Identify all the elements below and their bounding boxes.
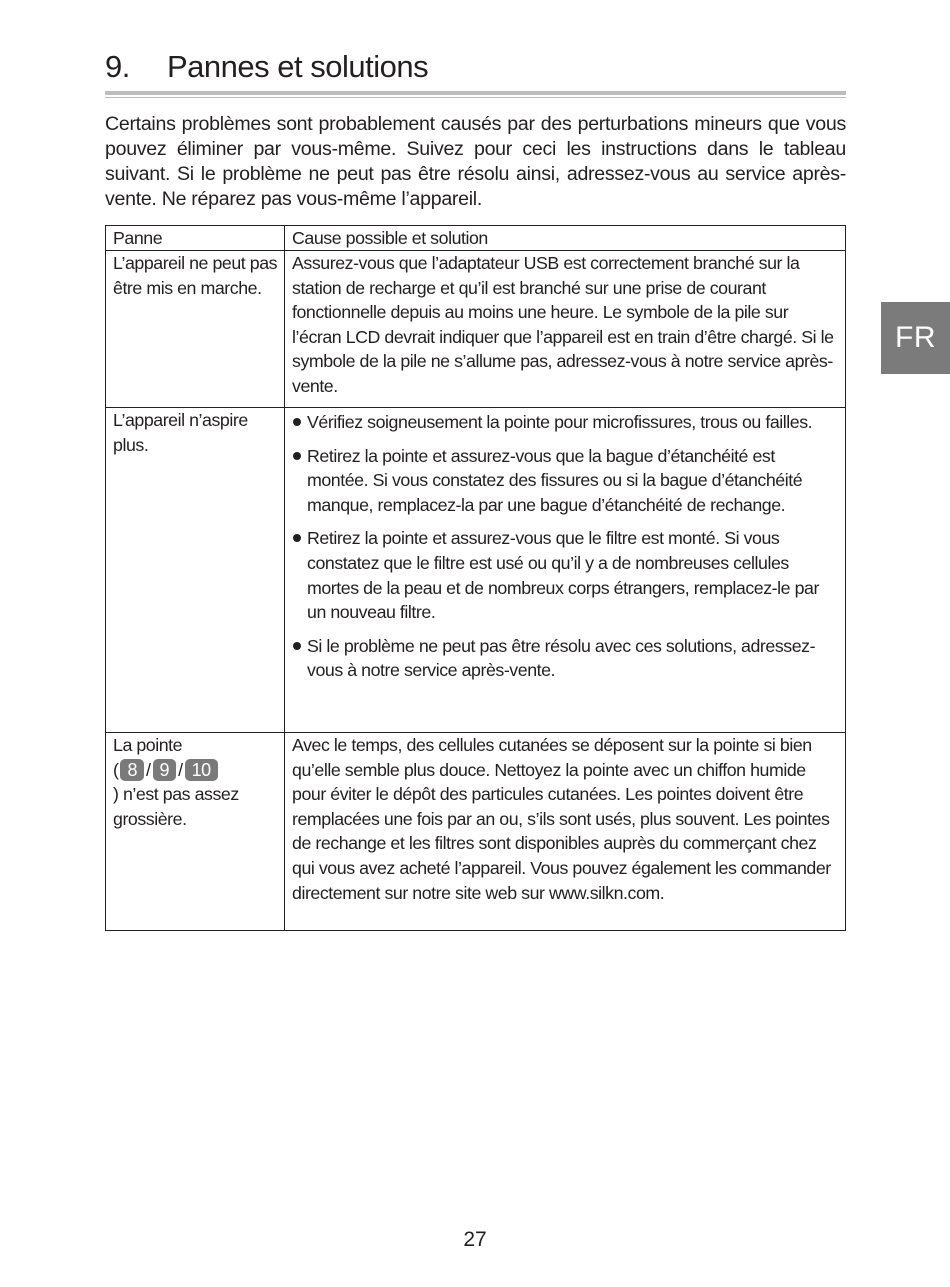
bullet-item: Si le problème ne peut pas être résolu avec ces solutions, adressez-vous à notre service après-vente.	[292, 634, 839, 683]
bullet-item: Retirez la pointe et assurez-vous que le filtre est monté. Si vous constatez que le filtre est usé ou qu’il y a de nombreuses cellules mortes de la peau et de nombreux corps étrangers, remplacez-le par un nouveau filtre.	[292, 526, 839, 624]
fault-prefix: La pointe	[113, 735, 183, 755]
heading-rule-thick	[105, 91, 846, 95]
solution-cell: Assurez-vous que l’adaptateur USB est correctement branché sur la station de recharge et qu’il est branché sur une prise de courant fonctionnelle depuis au moins une heure. Le symbole de la pile sur l’écran LCD devrait indiquer que l’appareil est en train d’être chargé. Si le symbole de la pile ne s’allume pas, adressez-vous à notre service après-vente.	[285, 251, 846, 408]
solution-cell: Avec le temps, des cellules cutanées se déposent sur la pointe si bien qu’elle semble plus douce. Nettoyez la pointe avec un chiffon humide pour éviter le dépôt des particules cutanées. Les pointes doivent être remplacées une fois par an ou, s’ils sont usés, plus souvent. Les pointes de rechange et les filtres sont disponibles auprès du commerçant chez qui vous avez acheté l’appareil. Vous pouvez également les commander directement sur notre site web sur www.silkn.com.	[285, 733, 846, 931]
solution-bullet-list	[292, 410, 839, 683]
section-title: Pannes et solutions	[167, 49, 429, 84]
solution-cell	[285, 408, 846, 733]
language-tab: FR	[881, 302, 950, 374]
table-row	[106, 733, 846, 931]
bullet-item: Retirez la pointe et assurez-vous que la bague d’étanchéité est montée. Si vous constatez des fissures ou si la bague d’étanchéité manque, remplacez-la par une bague d’étanchéité de rechange.	[292, 444, 839, 518]
badge-separator: /	[146, 759, 151, 780]
fault-cell: L’appareil n’aspire plus.	[106, 408, 285, 733]
table-row	[106, 251, 846, 408]
fault-suffix: ) n’est pas assez grossière.	[113, 784, 239, 829]
tip-reference	[113, 758, 278, 783]
troubleshooting-table	[105, 225, 846, 931]
section-heading	[105, 46, 846, 88]
table-row	[106, 408, 846, 733]
intro-paragraph: Certains problèmes sont probablement causés par des perturbations mineurs que vous pouvez éliminer par vous-même. Suivez pour ceci les instructions dans le tableau suivant. Si le problème ne peut pas être résolu ainsi, adressez-vous au service après-vente. Ne réparez pas vous-même l’appareil.	[105, 113, 846, 210]
tip-badge-8: 8	[120, 759, 144, 781]
header-solution: Cause possible et solution	[285, 226, 846, 251]
tip-badge-9: 9	[153, 759, 177, 781]
bullet-item: Vérifiez soigneusement la pointe pour microfissures, trous ou failles.	[292, 410, 839, 435]
fault-cell: L’appareil ne peut pas être mis en marche.	[106, 251, 285, 408]
section-number: 9.	[105, 49, 130, 84]
tip-badge-10: 10	[185, 759, 218, 781]
header-fault: Panne	[106, 226, 285, 251]
fault-cell	[106, 733, 285, 931]
heading-rule-thin	[105, 97, 846, 98]
table-header-row	[106, 226, 846, 251]
badge-separator: /	[178, 759, 183, 780]
page-number: 27	[463, 1228, 487, 1251]
open-paren: (	[113, 759, 119, 780]
